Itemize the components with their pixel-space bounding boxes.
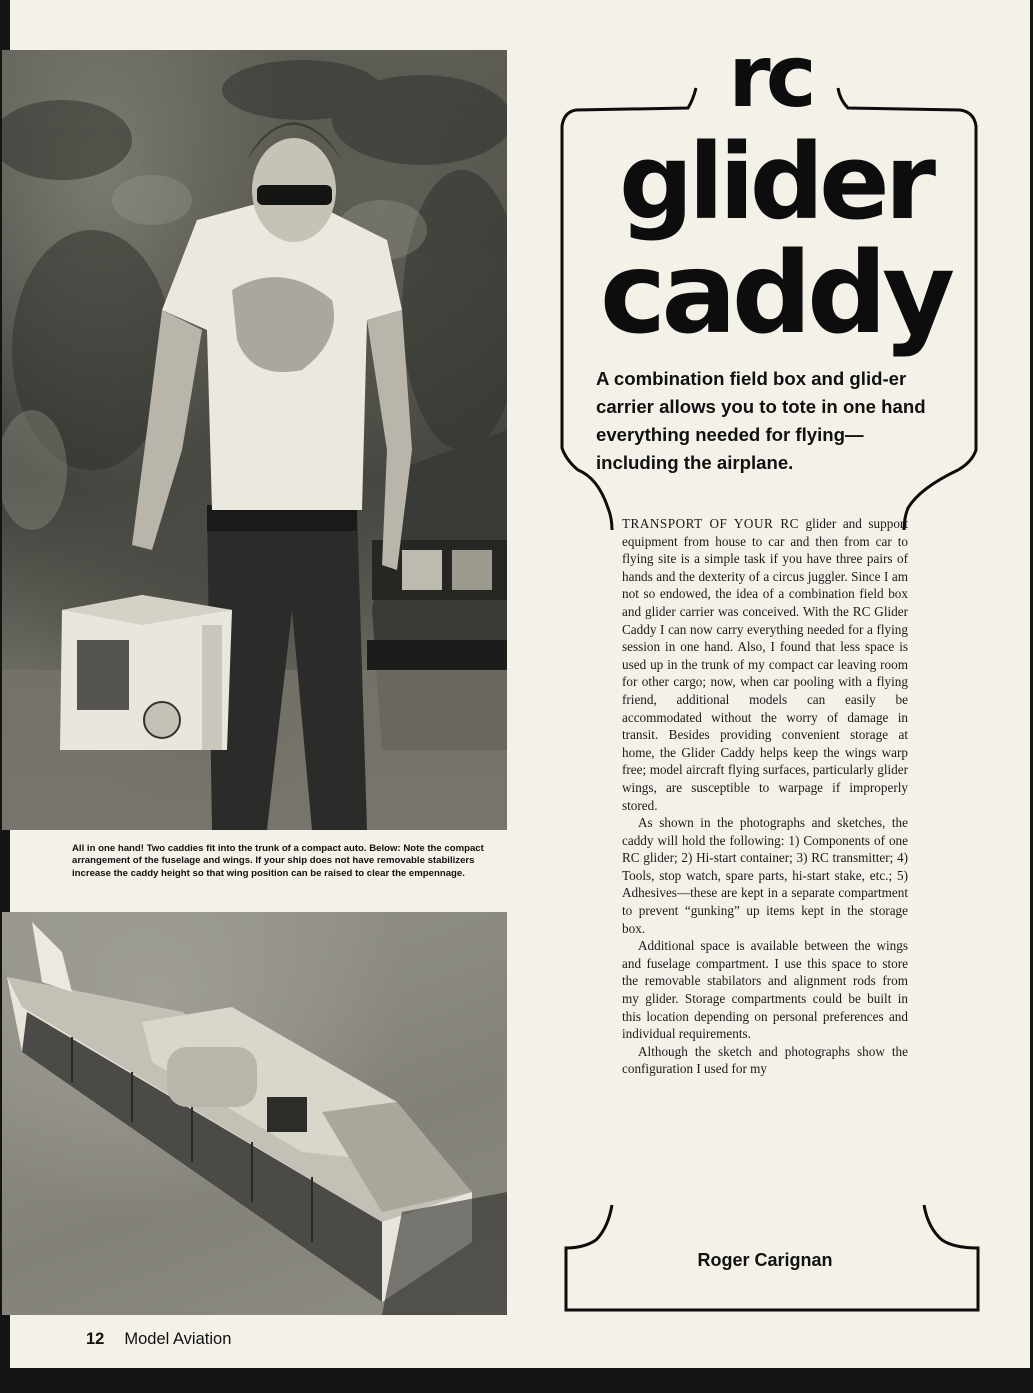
paragraph-4: Although the sketch and photographs show the configuration I used for my xyxy=(622,1043,908,1077)
photo-caption: All in one hand! Two caddies fit into the trunk of a compact auto. Below: Note the compact arrangement of the fuselage and wings. If your ship does not have removable stabilizers increase the caddy height so that wing position can be raised to clear the empennage. xyxy=(72,843,484,879)
page-footer xyxy=(86,1330,231,1349)
article-body xyxy=(622,515,908,1078)
lead-in: TRANSPORT OF YOUR RC xyxy=(622,516,799,531)
photo-man-holding-caddy xyxy=(2,50,507,830)
paragraph-3: Additional space is available between the wings and fuselage compartment. I use this space to store the removable stabilators and alignment rods from my glider. Storage compartments could be built in this location depending on personal preferences and individual requirements. xyxy=(622,938,908,1042)
author-byline: Roger Carignan xyxy=(697,1250,833,1270)
page-number: 12 xyxy=(86,1330,105,1348)
headline-line-1: rc xyxy=(728,27,812,127)
headline-line-3: caddy xyxy=(599,229,951,359)
photo-illustration-top xyxy=(2,50,507,830)
magazine-name: Model Aviation xyxy=(124,1330,232,1348)
paragraph-1-text: glider and support equipment from house to car and then from car to flying site is a simple task if you have three pairs of hands and the dexterity of a circus juggler. Since I am not so endowed, the idea of a combination field box and glider carrier was conceived. With the RC Glider Caddy I can now carry everything needed for a flying session in one hand. Also, I found that less space is used up in the trunk of my compact car leaving room for other cargo; now, when car pooling with a flying friend, additional models can easily be accommodated without the worry of damage in transit. Besides providing convenient storage at home, the Glider Caddy helps keep the wings warp free; model aircraft flying surfaces, particularly glider wings, are susceptible to warpage if improperly stored. xyxy=(622,516,908,813)
photo-open-caddy xyxy=(2,912,507,1315)
article-deck: A combination field box and glid-er carrier allows you to tote in one hand everything needed for flying—including the airplane. xyxy=(596,368,926,473)
paragraph-1 xyxy=(622,515,908,814)
headline-line-2: glider xyxy=(618,121,931,243)
photo-illustration-bottom xyxy=(2,912,507,1315)
paragraph-2: As shown in the photographs and sketches, the caddy will hold the following: 1) Components of one RC glider; 2) Hi-start container; 3) RC transmitter; 4) Tools, stop watch, spare parts, hi-start stake, etc.; 5) Adhesives—these are kept in a separate compartment to prevent “gunking” up items kept in the storage box. xyxy=(622,815,908,936)
